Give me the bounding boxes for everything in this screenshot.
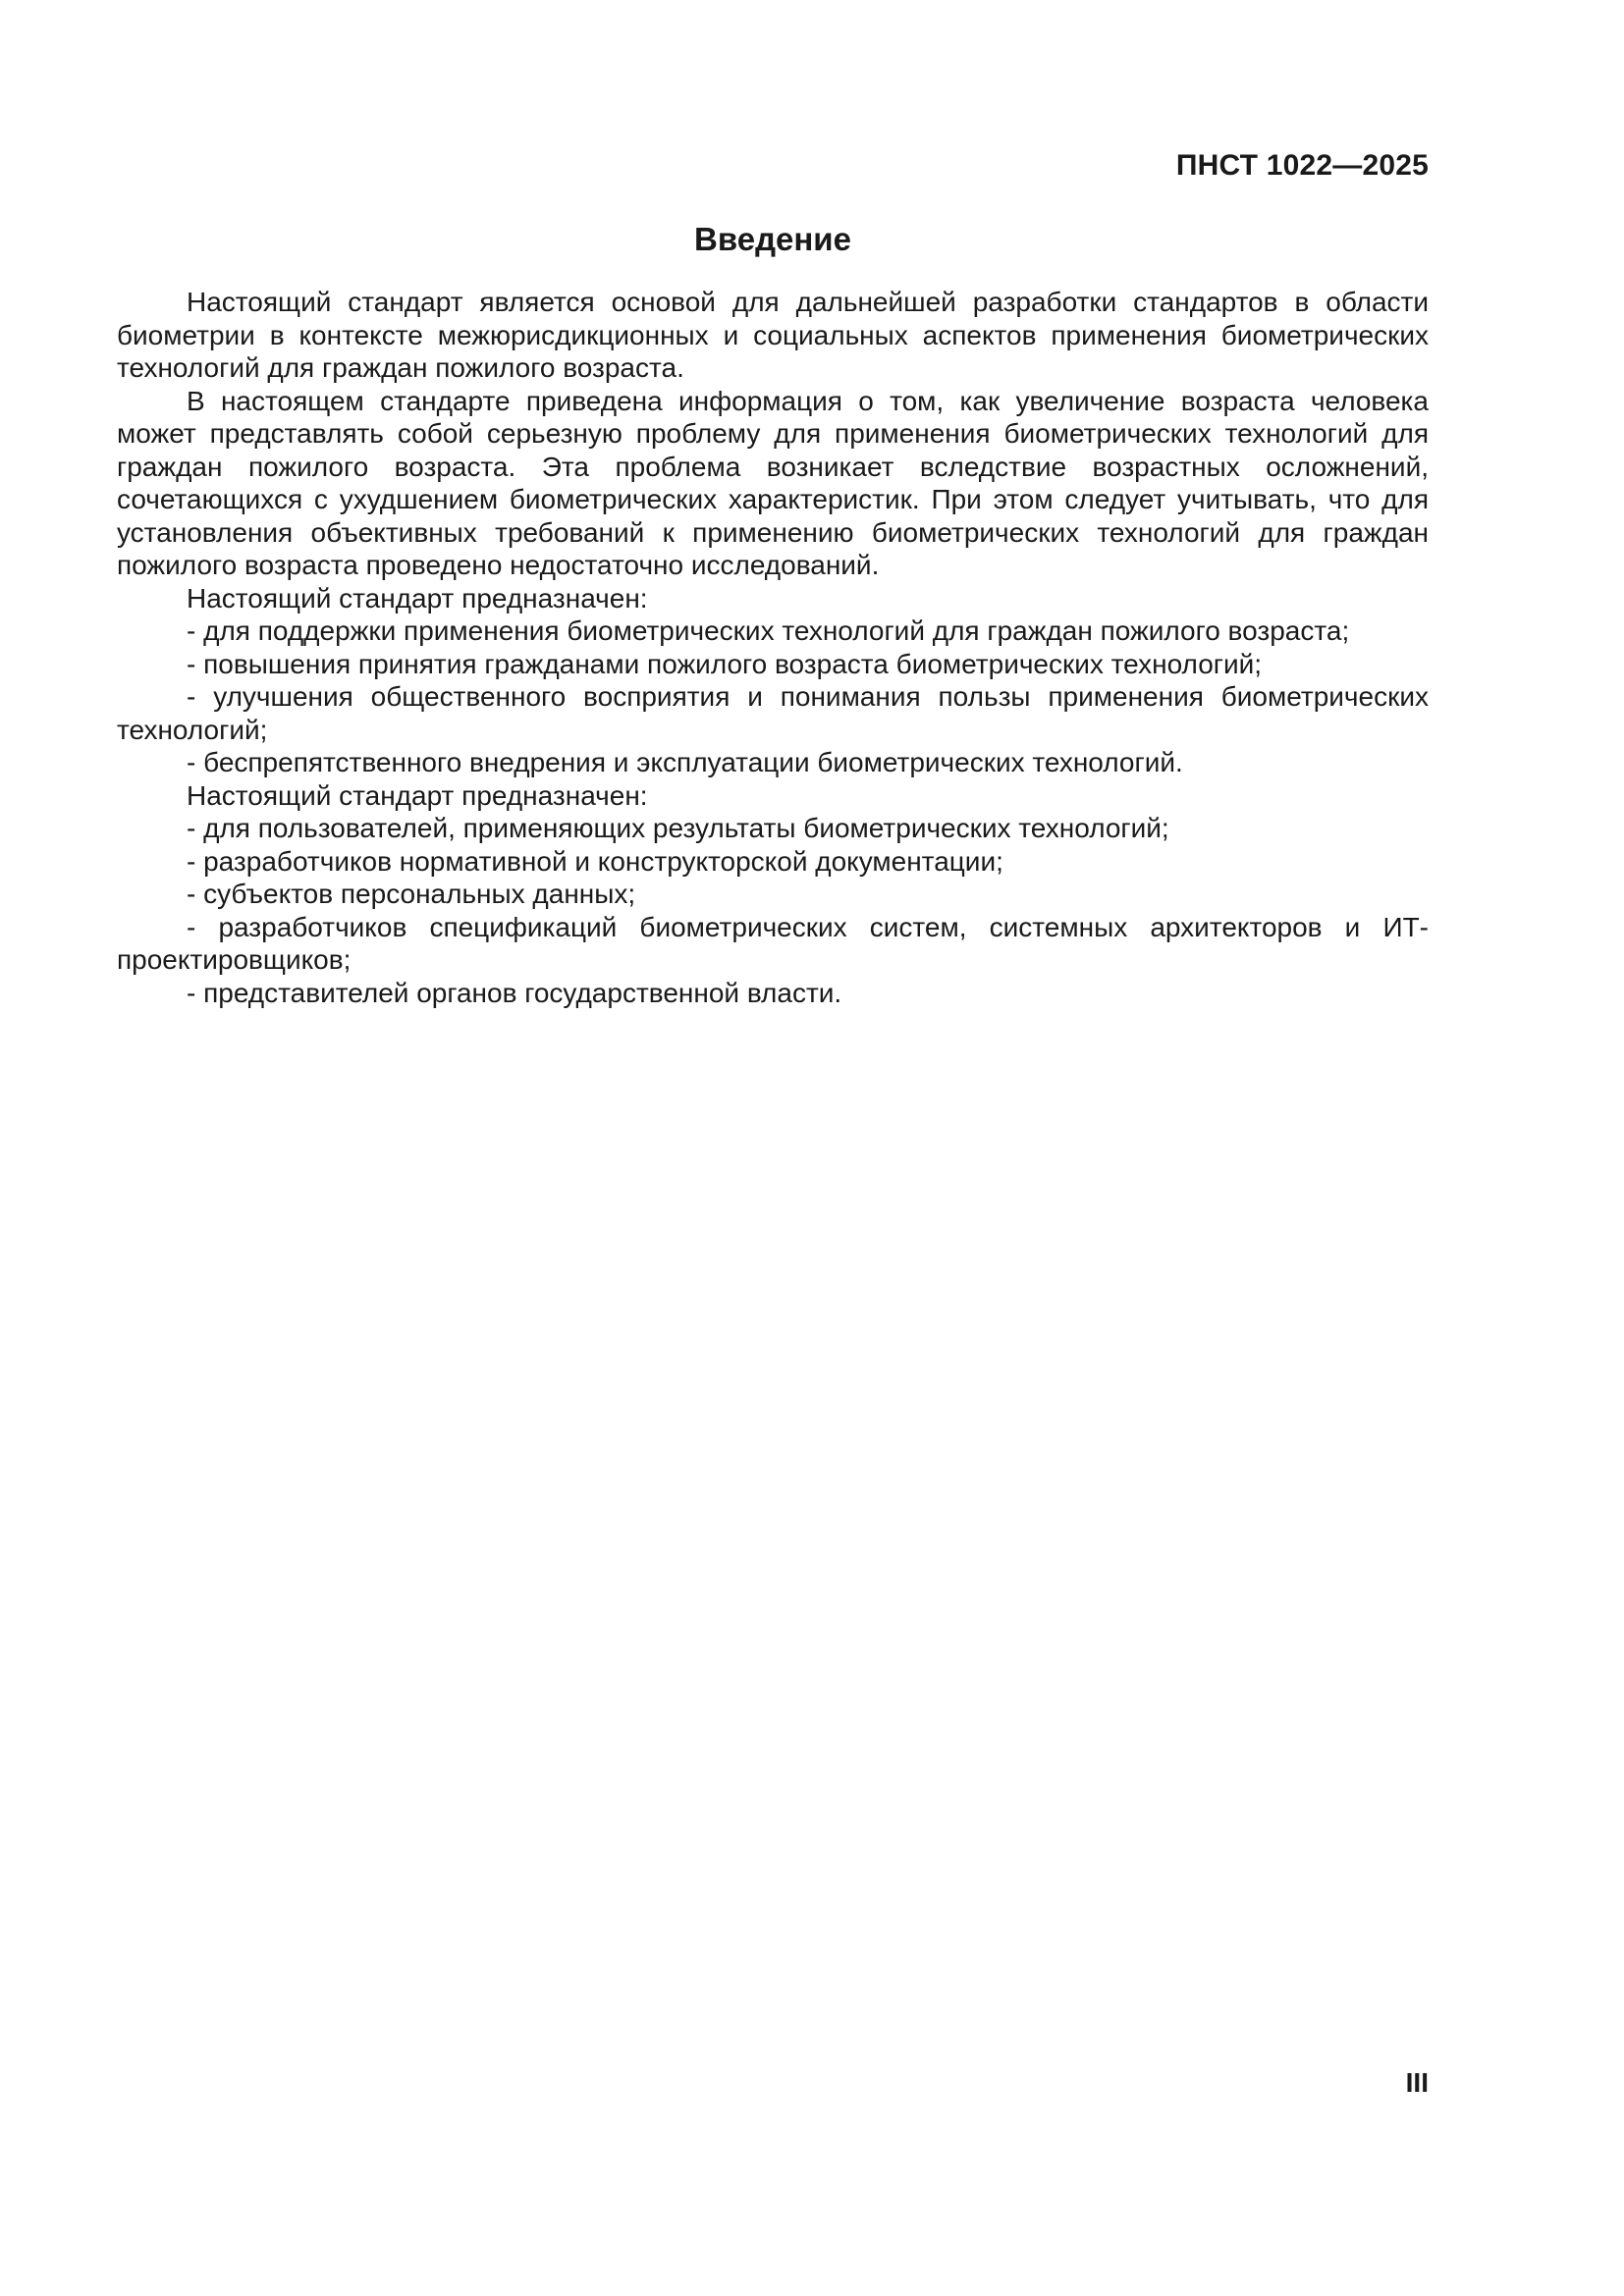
list-item: - разработчиков нормативной и конструкторской документации; [187,845,1003,877]
list-item: - разработчиков спецификаций биометрических систем, системных архитекторов и ИТ-проектировщиков; [117,911,1429,975]
list-item: - улучшения общественного восприятия и понимания пользы применения биометрических технологий; [117,681,1429,745]
list-item: - повышения принятия гражданами пожилого возраста биометрических технологий; [187,648,1263,679]
list-item: - представителей органов государственной власти. [187,977,842,1008]
paragraph: Настоящий стандарт является основой для дальнейшей разработки стандартов в области биометрии в контексте межюрисдикционных и социальных аспектов применения биометрических технологий для граждан пожилого возраста. [117,287,1429,383]
section-title: Введение [694,221,851,257]
paragraph: Настоящий стандарт предназначен: [187,582,648,614]
body-text [117,286,1429,1009]
list-item: - для поддержки применения биометрических технологий для граждан пожилого возраста; [187,615,1350,646]
list-item: - субъектов персональных данных; [187,879,636,909]
document-code-header: ПНСТ 1022—2025 [1175,149,1429,182]
paragraph: Настоящий стандарт предназначен: [187,779,648,811]
paragraph: В настоящем стандарте приведена информация о том, как увеличение возраста человека может представлять собой серьезную проблему для применения биометрических технологий для граждан пожилого возраста. Эта проблема возникает вследствие возрастных осложнений, сочетающихся с ухудшением биометрических характеристик. При этом следует учитывать, что для установления объективных требований к применению биометрических технологий для граждан пожилого возраста проведено недостаточно исследований. [117,385,1429,580]
list-item: - беспрепятственного внедрения и эксплуатации биометрических технологий. [187,747,1183,777]
list-item: - для пользователей, применяющих результаты биометрических технологий; [187,813,1169,843]
page-number: III [1405,2067,1429,2098]
